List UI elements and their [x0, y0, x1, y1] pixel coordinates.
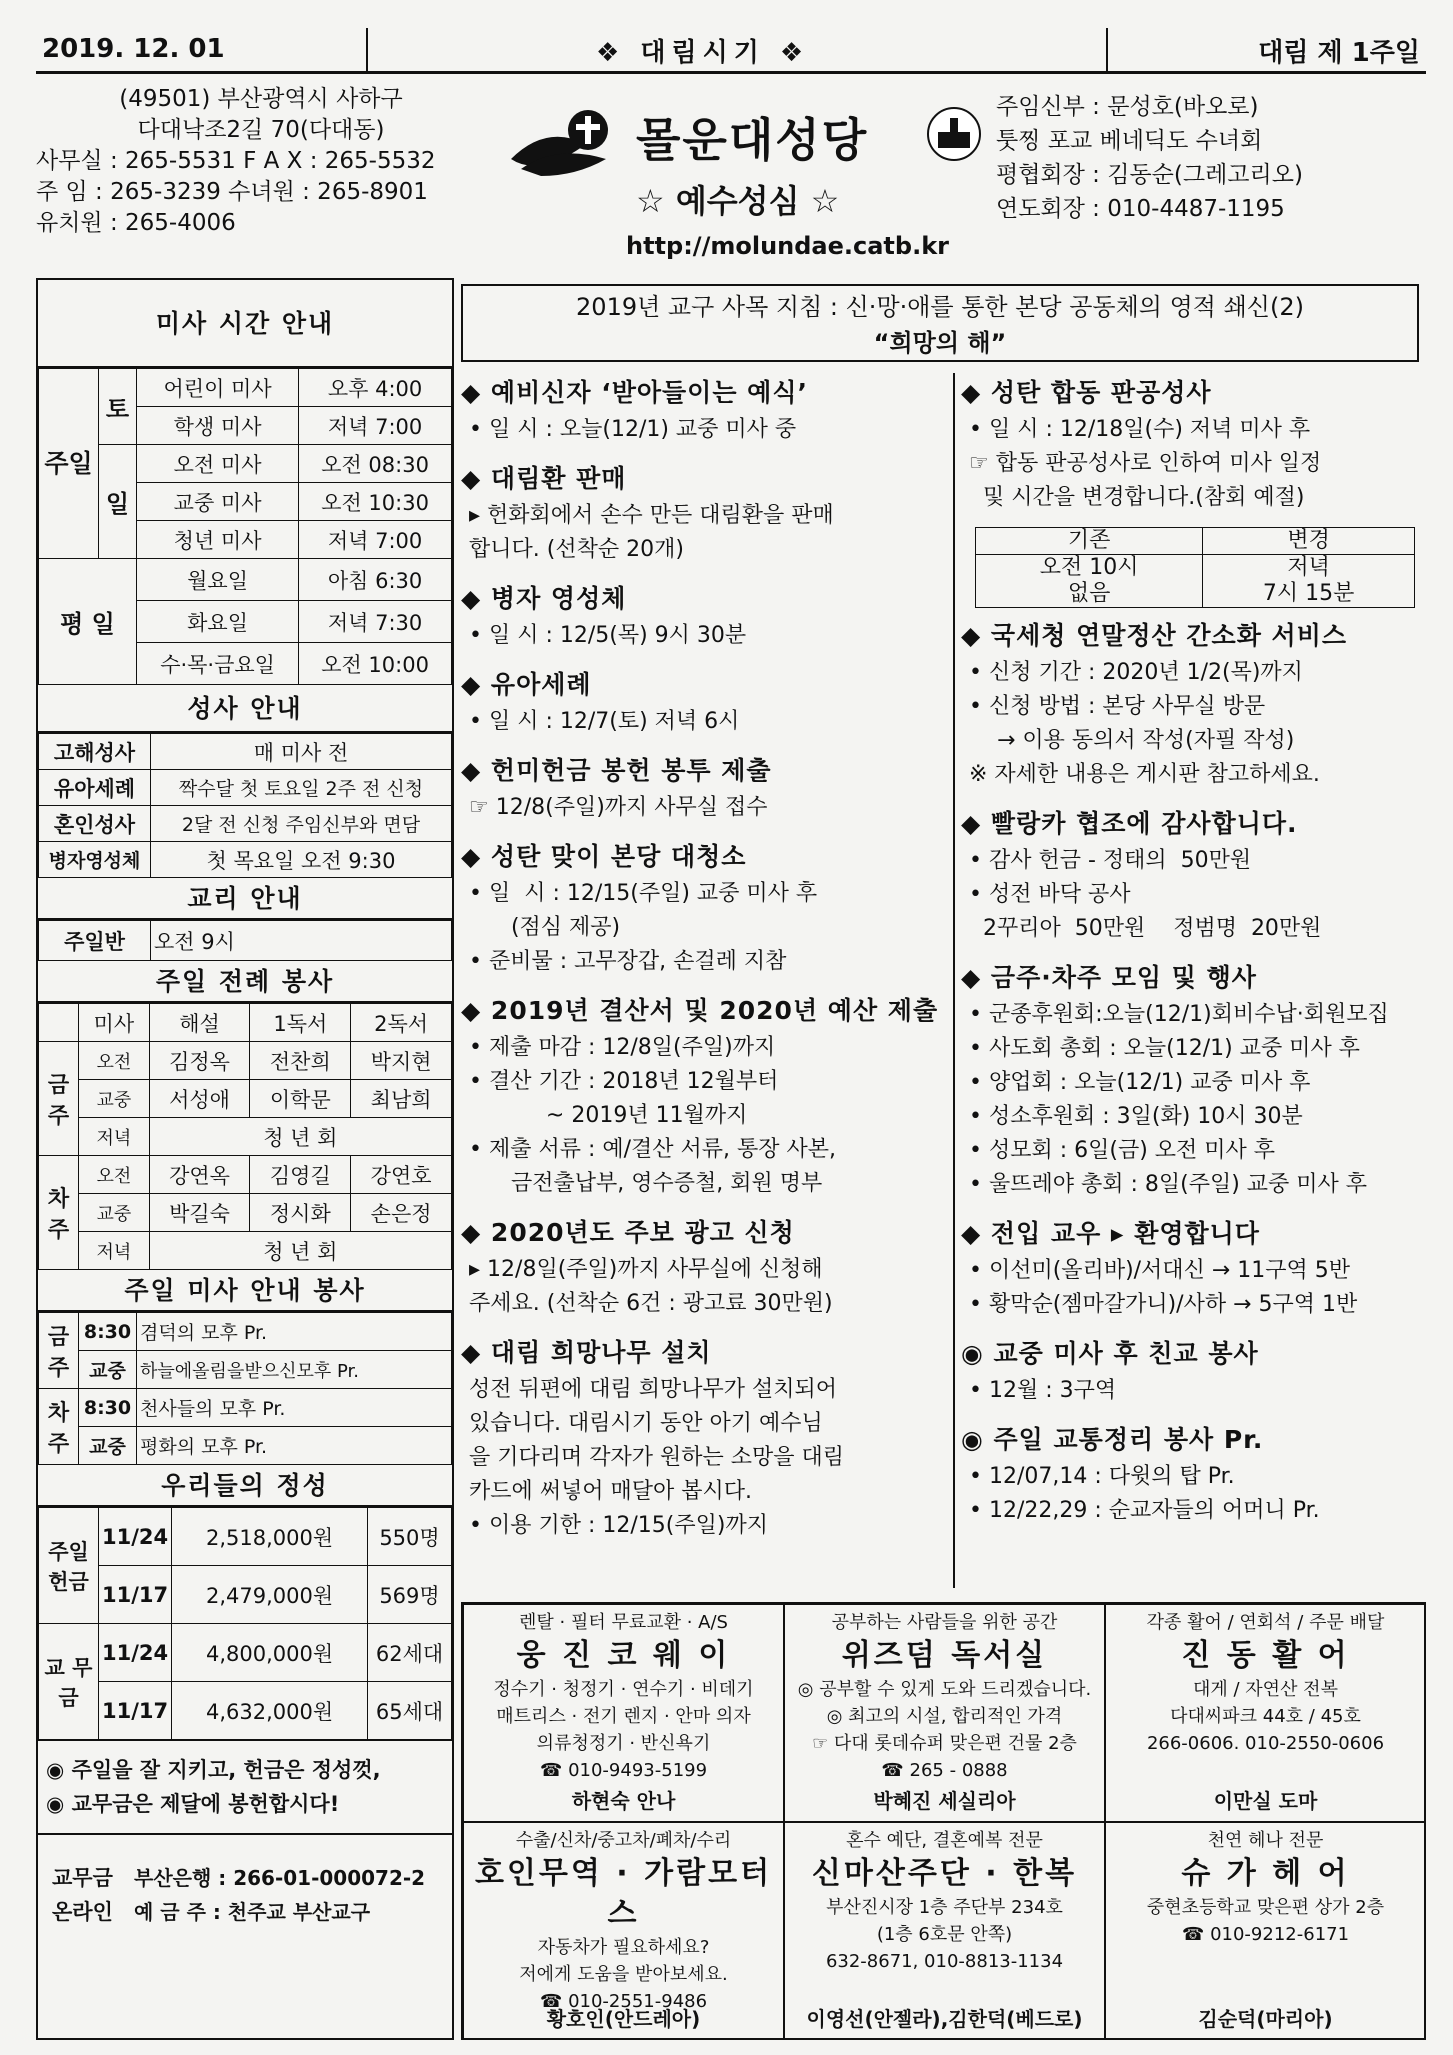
- liturgy-person: 강연호: [351, 1156, 452, 1194]
- guide-group: 하늘에올림을받으신모후 Pr.: [137, 1351, 452, 1389]
- liturgical-week: 대림 제 1주일: [1258, 38, 1420, 68]
- notice-line: • 신청 기간 : 2020년 1/2(목)까지: [969, 660, 1303, 685]
- church-url[interactable]: http://molundae.catb.kr: [626, 232, 949, 260]
- mass-name: 오전 미사: [137, 445, 299, 483]
- notice-line: • 황막순(젬마갈가니)/사하 → 5구역 1반: [969, 1292, 1358, 1317]
- guide-mass: 교중: [79, 1427, 137, 1465]
- notice-line: 성전 뒤편에 대림 희망나무가 설치되어: [469, 1377, 838, 1402]
- ad-detail: 부산진시장 1층 주단부 234호: [826, 1897, 1063, 1918]
- mass-name: 교중 미사: [137, 483, 299, 521]
- offering-count: 62세대: [368, 1624, 452, 1682]
- notice-line: • 울뜨레야 총회 : 8일(주일) 교중 미사 후: [969, 1172, 1368, 1197]
- next-week-label: 차주: [39, 1389, 79, 1465]
- notice-line: • 준비물 : 고무장갑, 손걸레 지참: [469, 949, 787, 974]
- doctrine-table: [38, 920, 452, 961]
- liturgy-title: 주일 전례 봉사: [38, 961, 452, 1003]
- online-label: 교무금 온라인: [52, 1866, 113, 1924]
- notice-line: 합니다. (선착순 20개): [469, 537, 684, 562]
- staff-list: [996, 90, 1426, 226]
- next-week-label: 차주: [39, 1156, 79, 1270]
- notice-heading: ◆ 성탄 합동 판공성사: [961, 378, 1212, 407]
- mass-name: 청년 미사: [137, 521, 299, 559]
- ad-box: [1105, 1604, 1426, 1822]
- liturgy-person: 김정옥: [149, 1042, 250, 1080]
- notice-heading: ◆ 헌미헌금 봉헌 봉투 제출: [461, 756, 772, 785]
- notice-line: • 일 시 : 12/5(목) 9시 30분: [469, 623, 747, 648]
- notice-line: • 성모회 : 6일(금) 오전 미사 후: [969, 1138, 1276, 1163]
- notice-heading: ◆ 2019년 결산서 및 2020년 예산 제출: [461, 996, 939, 1025]
- notice-line: • 제출 서류 : 예/결산 서류, 통장 사본,: [469, 1137, 837, 1162]
- phone-line: 주 임 : 265-3239 수녀원 : 265-8901: [36, 179, 428, 205]
- mass-time: 오전 10:00: [299, 643, 452, 685]
- liturgy-person: 박길숙: [149, 1194, 250, 1232]
- ad-detail: 중현초등학교 맞은편 상가 2층: [1146, 1897, 1385, 1918]
- mass-name: 어린이 미사: [137, 369, 299, 407]
- notice-line: • 신청 방법 : 본당 사무실 방문: [969, 694, 1266, 719]
- ad-contact: 하현숙 안나: [571, 1789, 676, 1813]
- notice-line: 2꾸리아 50만원 정범명 20만원: [969, 916, 1322, 941]
- issue-date: 2019. 12. 01: [42, 34, 225, 64]
- ad-detail: ☎ 010-9212-6171: [1181, 1924, 1350, 1945]
- ad-tagline: 각종 활어 / 연회석 / 주문 배달: [1146, 1612, 1385, 1633]
- banner-line: 2019년 교구 사목 지침 : 신·망·애를 통한 본당 공동체의 영적 쇄신(2): [576, 293, 1304, 321]
- sacrament-info: 짝수달 첫 토요일 2주 전 신청: [151, 770, 452, 806]
- mass-time: 오전 10:30: [299, 483, 452, 521]
- church-title: 몰운대성당: [636, 113, 869, 167]
- ad-section: [461, 1602, 1426, 2040]
- ad-detail: 자동차가 필요하세요?: [537, 1937, 710, 1958]
- bank-account: 부산은행 : 266-01-000072-2: [134, 1866, 426, 1890]
- staff-line: 평협회장 : 김동순(그레고리오): [996, 162, 1303, 188]
- church-emblem-icon: [926, 106, 982, 162]
- notice-line: • 일 시 : 12/7(토) 저녁 6시: [469, 709, 740, 734]
- sunday-label: 주일: [39, 369, 99, 559]
- mass-name: 학생 미사: [137, 407, 299, 445]
- offering-table: [38, 1507, 452, 1740]
- notice-line: • 이용 기한 : 12/15(주일)까지: [469, 1513, 768, 1538]
- address-line: (49501) 부산광역시 사하구: [119, 86, 403, 112]
- guide-mass: 8:30: [79, 1313, 137, 1351]
- staff-line: 연도회장 : 010-4487-1195: [996, 196, 1285, 222]
- notice-line: 및 시간을 변경합니다.(참회 예절): [969, 485, 1305, 510]
- staff-line: 주임신부 : 문성호(바오로): [996, 94, 1259, 120]
- liturgy-header: 미사: [79, 1004, 150, 1042]
- ad-business-name: 진 동 활 어: [1181, 1638, 1350, 1673]
- liturgy-header: 해설: [149, 1004, 250, 1042]
- notice-heading: ◆ 금주·차주 모임 및 행사: [961, 963, 1257, 992]
- guide-group: 평화의 모후 Pr.: [137, 1427, 452, 1465]
- notice-item: [461, 991, 946, 1201]
- liturgy-person: 정시화: [250, 1194, 351, 1232]
- mass-time: 아침 6:30: [299, 559, 452, 601]
- notice-item: [461, 373, 946, 447]
- notice-heading: ◆ 국세청 연말정산 간소화 서비스: [961, 621, 1347, 650]
- notice-item: [461, 579, 946, 653]
- notice-heading: ◉ 교중 미사 후 친교 봉사: [961, 1339, 1259, 1368]
- guide-mass: 8:30: [79, 1389, 137, 1427]
- mass-time: 저녁 7:00: [299, 521, 452, 559]
- mass-name: 수·목·금요일: [137, 643, 299, 685]
- notice-line: ☞ 12/8(주일)까지 사무실 접수: [469, 795, 768, 820]
- notice-line: • 일 시 : 12/15(주일) 교중 미사 후: [469, 881, 818, 906]
- banner-line: “희망의 해”: [873, 329, 1007, 357]
- notice-item: [961, 804, 1426, 946]
- notice-line: 금전출납부, 영수증철, 회원 명부: [469, 1171, 823, 1196]
- offering-count: 65세대: [368, 1682, 452, 1740]
- notice-item: [961, 1420, 1426, 1528]
- ad-business-name: 호인무역 · 가람모터스: [474, 1856, 773, 1931]
- offering-count: 569명: [368, 1566, 452, 1624]
- notice-line: ☞ 합동 판공성사로 인하여 미사 일정: [969, 451, 1322, 476]
- ad-tagline: 공부하는 사람들을 위한 공간: [831, 1612, 1058, 1633]
- notice-line: • 이선미(올리바)/서대신 → 11구역 5반: [969, 1258, 1350, 1283]
- offering-amount: 4,800,000원: [172, 1624, 368, 1682]
- left-column: [36, 278, 454, 2040]
- notice-heading: ◆ 전입 교우 ▸ 환영합니다: [961, 1219, 1260, 1248]
- sunday-offering-label: 주일 헌금: [39, 1508, 99, 1624]
- notice-line: • 성전 바닥 공사: [969, 882, 1131, 907]
- sacrament-name: 병자영성체: [39, 842, 151, 878]
- liturgy-header: 1독서: [250, 1004, 351, 1042]
- notice-group: [961, 373, 1426, 515]
- doctrine-title: 교리 안내: [38, 878, 452, 920]
- notice-line: • 양업회 : 오늘(12/1) 교중 미사 후: [969, 1070, 1311, 1095]
- sacraments-table: [38, 733, 452, 878]
- notice-line: • 12월 : 3구역: [969, 1378, 1117, 1403]
- notice-item: [461, 1333, 946, 1543]
- mass-time: 오후 4:00: [299, 369, 452, 407]
- liturgy-mass: 오전: [79, 1156, 150, 1194]
- ad-detail: 매트리스 · 전기 렌지 · 안마 의자: [496, 1706, 751, 1727]
- notice-line: ▸ 12/8일(주일)까지 사무실에 신청해: [469, 1257, 823, 1282]
- ad-detail: 의류청정기 · 반신욕기: [536, 1733, 711, 1754]
- notice-item: [461, 837, 946, 979]
- ad-tagline: 혼수 예단, 결혼예복 전문: [846, 1830, 1043, 1851]
- notice-heading: ◉ 주일 교통정리 봉사 Pr.: [961, 1425, 1264, 1454]
- liturgy-person: 최남희: [351, 1080, 452, 1118]
- ad-detail: 632-8671, 010-8813-1134: [825, 1951, 1064, 1972]
- liturgy-person: 서성애: [149, 1080, 250, 1118]
- guide-group: 천사들의 모후 Pr.: [137, 1389, 452, 1427]
- notice-line: 을 기다리며 각자가 원하는 소망을 대림: [469, 1445, 844, 1470]
- ad-box: [784, 1604, 1105, 1822]
- notice-line: • 일 시 : 12/18일(수) 저녁 미사 후: [969, 417, 1311, 442]
- notice-line: → 이용 동의서 작성(자필 작성): [969, 728, 1295, 753]
- ad-detail: ◎ 공부할 수 있게 도와 드리겠습니다.: [797, 1679, 1092, 1700]
- notice-item: [461, 665, 946, 739]
- notice-item: [461, 459, 946, 567]
- notice-heading: ◆ 성탄 맞이 본당 대청소: [461, 842, 747, 871]
- notice-heading: ◆ 빨랑카 협조에 감사합니다.: [961, 809, 1298, 838]
- notice-heading: ◆ 대림 희망나무 설치: [461, 1338, 712, 1367]
- church-motto: ☆ 예수성심 ☆: [636, 182, 840, 220]
- notice-line: • 사도회 총회 : 오늘(12/1) 교중 미사 후: [969, 1036, 1360, 1061]
- sacrament-name: 혼인성사: [39, 806, 151, 842]
- offering-amount: 4,632,000원: [172, 1682, 368, 1740]
- guide-group: 겸덕의 모후 Pr.: [137, 1313, 452, 1351]
- notice-item: [961, 616, 1426, 792]
- ad-detail: (1층 6호문 안쪽): [876, 1924, 1013, 1945]
- notice-line: • 결산 기간 : 2018년 12월부터: [469, 1069, 779, 1094]
- offering-date: 11/24: [99, 1624, 172, 1682]
- liturgy-mass: 교중: [79, 1194, 150, 1232]
- ad-detail: 266-0606. 010-2550-0606: [1146, 1733, 1385, 1754]
- ad-tagline: 렌탈 · 필터 무료교환 · A/S: [519, 1612, 728, 1633]
- liturgy-mass: 교중: [79, 1080, 150, 1118]
- liturgy-person: 김영길: [250, 1156, 351, 1194]
- notice-line: 있습니다. 대림시기 동안 아기 예수님: [469, 1411, 823, 1436]
- notice-line: • 제출 마감 : 12/8일(주일)까지: [469, 1035, 776, 1060]
- doctrine-class: 주일반: [39, 921, 151, 961]
- liturgy-table: [38, 1003, 452, 1270]
- notice-column-right: [961, 373, 1426, 1540]
- top-bar: [36, 28, 1426, 74]
- online-account: [38, 1835, 452, 1955]
- ad-box: [784, 1822, 1105, 2040]
- liturgical-season: ❖ 대림시기 ❖: [596, 38, 810, 68]
- notice-line: • 일 시 : 오늘(12/1) 교중 미사 중: [469, 417, 797, 442]
- account-holder: 예 금 주 : 천주교 부산교구: [134, 1900, 371, 1924]
- youth-group: 청 년 회: [149, 1232, 451, 1270]
- notice-line: • 12/07,14 : 다윗의 탑 Pr.: [969, 1464, 1235, 1489]
- youth-group: 청 년 회: [149, 1118, 451, 1156]
- liturgy-person: 강연옥: [149, 1156, 250, 1194]
- ad-detail: ☎ 010-9493-5199: [539, 1760, 708, 1781]
- ad-tagline: 천연 헤나 전문: [1207, 1830, 1324, 1851]
- mass-time: 저녁 7:00: [299, 407, 452, 445]
- notice-line: ◉ 교무금은 제달에 봉헌합시다!: [46, 1792, 340, 1816]
- change-header: 기존: [976, 528, 1203, 555]
- notice-item: [961, 958, 1426, 1202]
- ad-detail: 대게 / 자연산 전복: [1193, 1679, 1338, 1700]
- notice-line: ~ 2019년 11월까지: [469, 1103, 748, 1128]
- change-after: 저녁 7시 15분: [1203, 555, 1415, 608]
- ad-contact: 김순덕(마리아): [1198, 2007, 1333, 2031]
- notice-heading: ◆ 예비신자 ‘받아들이는 예식’: [461, 378, 808, 407]
- offering-date: 11/17: [99, 1682, 172, 1740]
- column-divider: [953, 373, 955, 1588]
- offering-amount: 2,518,000원: [172, 1508, 368, 1566]
- ad-detail: ☎ 265 - 0888: [881, 1760, 1008, 1781]
- ad-detail: ☎ 010-2551-9486: [539, 1991, 708, 2012]
- sacrament-info: 매 미사 전: [151, 734, 452, 770]
- mass-name: 화요일: [137, 601, 299, 643]
- ad-business-name: 슈 가 헤 어: [1181, 1856, 1350, 1891]
- notice-line: • 12/22,29 : 순교자들의 어머니 Pr.: [969, 1498, 1320, 1523]
- sacraments-title: 성사 안내: [38, 685, 452, 733]
- ad-contact: 박혜진 세실리아: [873, 1789, 1016, 1813]
- this-week-label: 금주: [39, 1042, 79, 1156]
- bulletin-page: [36, 20, 1426, 2040]
- staff-line: 툿찡 포교 베네딕도 수녀회: [996, 128, 1263, 154]
- notice-item: [961, 1214, 1426, 1322]
- sacrament-name: 고해성사: [39, 734, 151, 770]
- sacrament-name: 유아세례: [39, 770, 151, 806]
- notice-item: [961, 1334, 1426, 1408]
- guide-title: 주일 미사 안내 봉사: [38, 1270, 452, 1312]
- ad-business-name: 위즈덤 독서실: [841, 1638, 1048, 1673]
- offering-title: 우리들의 정성: [38, 1465, 452, 1507]
- notice-line: 주세요. (선착순 6건 : 광고료 30만원): [469, 1291, 833, 1316]
- guide-table: [38, 1312, 452, 1465]
- sunday-day-label: 일: [99, 445, 137, 559]
- liturgy-mass: 오전: [79, 1042, 150, 1080]
- ad-detail: 저에게 도움을 받아보세요.: [519, 1964, 728, 1985]
- notice-line: • 군종후원회:오늘(12/1)회비수납·회원모집: [969, 1002, 1389, 1027]
- change-header: 변경: [1203, 528, 1415, 555]
- church-logo-block: [506, 104, 986, 274]
- notice-group: [961, 616, 1426, 1528]
- ad-business-name: 신마산주단 · 한복: [811, 1856, 1078, 1891]
- doctrine-time: 오전 9시: [151, 921, 452, 961]
- ad-tagline: 수출/신차/중고차/폐차/수리: [515, 1830, 732, 1851]
- mass-name: 월요일: [137, 559, 299, 601]
- notice-item: [961, 373, 1426, 515]
- church-address: [36, 84, 486, 239]
- ad-box: [463, 1822, 784, 2040]
- notice-line: ◉ 주일을 잘 지키고, 헌금은 정성껏,: [46, 1758, 381, 1782]
- weekday-label: 평 일: [39, 559, 137, 685]
- notice-heading: ◆ 대림환 판매: [461, 464, 627, 493]
- notice-heading: ◆ 병자 영성체: [461, 584, 627, 613]
- mass-time: 저녁 7:30: [299, 601, 452, 643]
- notice-line: ▸ 헌화회에서 손수 만든 대림환을 판매: [469, 503, 834, 528]
- saturday-label: 토: [99, 369, 137, 445]
- liturgy-person: 전찬희: [250, 1042, 351, 1080]
- liturgy-mass: 저녁: [79, 1232, 150, 1270]
- liturgy-mass: 저녁: [79, 1118, 150, 1156]
- offering-count: 550명: [368, 1508, 452, 1566]
- ad-detail: 정수기 · 청정기 · 연수기 · 비데기: [493, 1679, 754, 1700]
- change-before: 오전 10시 없음: [976, 555, 1203, 608]
- liturgy-person: 손은정: [351, 1194, 452, 1232]
- mass-times-title: 미사 시간 안내: [38, 280, 452, 368]
- pastoral-banner: [461, 284, 1419, 362]
- liturgy-person: 박지현: [351, 1042, 452, 1080]
- this-week-label: 금주: [39, 1313, 79, 1389]
- wave-cross-icon: [506, 104, 626, 184]
- liturgy-person: 이학문: [250, 1080, 351, 1118]
- offering-amount: 2,479,000원: [172, 1566, 368, 1624]
- mass-times-table: [38, 368, 452, 685]
- address-line: 다대낙조2길 70(다대동): [137, 117, 385, 143]
- notice-line: 카드에 써넣어 매달아 봅시다.: [469, 1479, 752, 1504]
- guide-mass: 교중: [79, 1351, 137, 1389]
- ad-contact: 이영선(안젤라),김한덕(베드로): [806, 2007, 1083, 2031]
- offering-date: 11/24: [99, 1508, 172, 1566]
- notice-line: ※ 자세한 내용은 게시판 참고하세요.: [969, 762, 1320, 787]
- liturgy-header: 2독서: [351, 1004, 452, 1042]
- notice-line: • 감사 헌금 - 정태의 50만원: [969, 848, 1252, 873]
- sacrament-info: 첫 목요일 오전 9:30: [151, 842, 452, 878]
- notice-column-left: [461, 373, 946, 1555]
- ad-contact: 황호인(안드레아): [546, 2007, 701, 2031]
- masthead: [36, 84, 1426, 274]
- notice-item: [461, 751, 946, 825]
- sacrament-info: 2달 전 신청 주임신부와 면담: [151, 806, 452, 842]
- mass-time: 오전 08:30: [299, 445, 452, 483]
- phone-line: 사무실 : 265-5531 F A X : 265-5532: [36, 148, 436, 174]
- notice-item: [461, 1213, 946, 1321]
- notice-line: (점심 제공): [469, 915, 621, 940]
- ad-contact: 이만실 도마: [1213, 1789, 1318, 1813]
- ad-business-name: 웅 진 코 웨 이: [516, 1638, 731, 1673]
- notice-heading: ◆ 2020년도 주보 광고 신청: [461, 1218, 795, 1247]
- ad-detail: ☞ 다대 롯데슈퍼 맞은편 건물 2층: [812, 1733, 1077, 1754]
- offering-date: 11/17: [99, 1566, 172, 1624]
- notice-area: [461, 278, 1426, 1598]
- schedule-change-table: [975, 527, 1415, 608]
- offering-notice: [38, 1740, 452, 1835]
- ad-box: [463, 1604, 784, 1822]
- ad-box: [1105, 1822, 1426, 2040]
- notice-line: • 성소후원회 : 3일(화) 10시 30분: [969, 1104, 1303, 1129]
- ad-detail: 다대씨파크 44호 / 45호: [1170, 1706, 1361, 1727]
- ad-detail: ◎ 최고의 시설, 합리적인 가격: [826, 1706, 1063, 1727]
- phone-line: 유치원 : 265-4006: [36, 210, 236, 236]
- notice-heading: ◆ 유아세례: [461, 670, 592, 699]
- parish-fee-label: 교 무 금: [39, 1624, 99, 1740]
